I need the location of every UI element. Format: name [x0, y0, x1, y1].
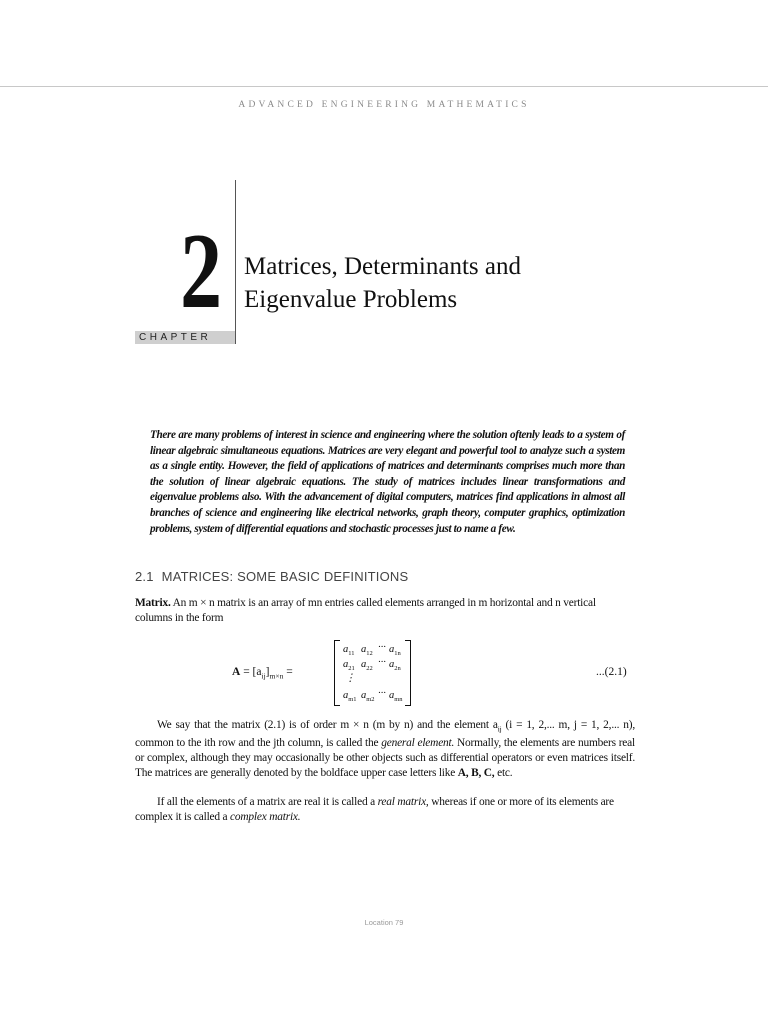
term-matrix: Matrix.: [135, 597, 171, 609]
matrix-cell: $a_{mn}$: [389, 690, 403, 704]
chapter-intro: There are many problems of interest in science and engineering where the solution oftenly leads to a system of linear algebraic simultaneous equations. Matrices are very elegant and powerful tool to analyze such a system as a single entity. However, the field of applications of matrices and determinants comprises much more than the solution of linear algebraic equations. The study of matrices includes linear transformations and eigenvalue problems also. With the advancement of digital computers, matrices find applications in almost all branches of science and engineering like electrical networks, graph theory, computer graphics, optimization problems, system of differential equations and stochastic processes just to name a few.: [150, 429, 625, 535]
matrix-cell: $a_{1n}$: [389, 644, 401, 658]
matrix-cell: $a_{2n}$: [389, 659, 401, 673]
term-complex-matrix: complex matrix.: [230, 811, 301, 823]
equation-lhs: $A = [a_{ij}]_{m\times n}$ =: [232, 666, 293, 681]
matrix-cell: ···: [378, 657, 386, 668]
chapter-title-line1: Matrices, Determinants and: [244, 253, 521, 280]
section-heading: [135, 569, 408, 584]
matrix-cell: ···: [378, 642, 386, 653]
matrix-cell: $a_{m2}$: [361, 690, 375, 704]
matrix-cell: ···: [378, 688, 386, 699]
bold-letters: A, B, C,: [457, 767, 495, 780]
matrix-cell: $a_{m1}$: [343, 690, 357, 704]
matrix-vdots: ⋮: [345, 673, 356, 684]
location-indicator: Location 79: [364, 918, 404, 927]
matrix-cell: $a_{11}$: [343, 644, 355, 658]
section-number: 2.1: [135, 569, 154, 584]
chapter-title-line2: Eigenvalue Problems: [244, 286, 458, 313]
matrix-symbol: A: [232, 666, 241, 678]
matrix-definition-text: An m × n matrix is an array of mn entries called elements arranged in m horizontal and n vertical columns in the form: [135, 597, 596, 624]
equation-number: ...(2.1): [596, 666, 627, 678]
real-complex-paragraph: If all the elements of a matrix are real it is called a real matrix, whereas if one or more of its elements are complex it is called a complex matrix.: [135, 796, 614, 823]
chapter-divider: [235, 180, 236, 344]
general-element-paragraph: We say that the matrix (2.1) is of order m × n (m by n) and the element $a_{ij}$ (i = 1, 2,... m, j = 1, 2,... n), common to the ith row and the jth column, is called the general element. Normally, the elements are numbers real or complex, although they may occasionally be other objects such as differential operators or even matrices itself. The matrices are generally denoted by the boldface upper case letters like A, B, C, etc.: [135, 719, 636, 780]
chapter-title: [244, 250, 664, 316]
chapter-label: CHAPTER: [135, 331, 235, 344]
chapter-number: 2: [179, 212, 223, 331]
matrix-cell: $a_{22}$: [361, 659, 373, 673]
running-header: ADVANCED ENGINEERING MATHEMATICS: [238, 100, 530, 110]
section-title: MATRICES: SOME BASIC DEFINITIONS: [161, 569, 409, 584]
matrix-right-bracket: [405, 640, 411, 706]
term-general-element: general element.: [381, 737, 455, 750]
matrix-definition-paragraph: [135, 596, 635, 626]
matrix-cell: $a_{21}$: [343, 659, 355, 673]
term-real-matrix: real matrix,: [377, 796, 429, 808]
top-divider: [0, 86, 768, 87]
matrix-left-bracket: [334, 640, 340, 706]
matrix-cell: $a_{12}$: [361, 644, 373, 658]
